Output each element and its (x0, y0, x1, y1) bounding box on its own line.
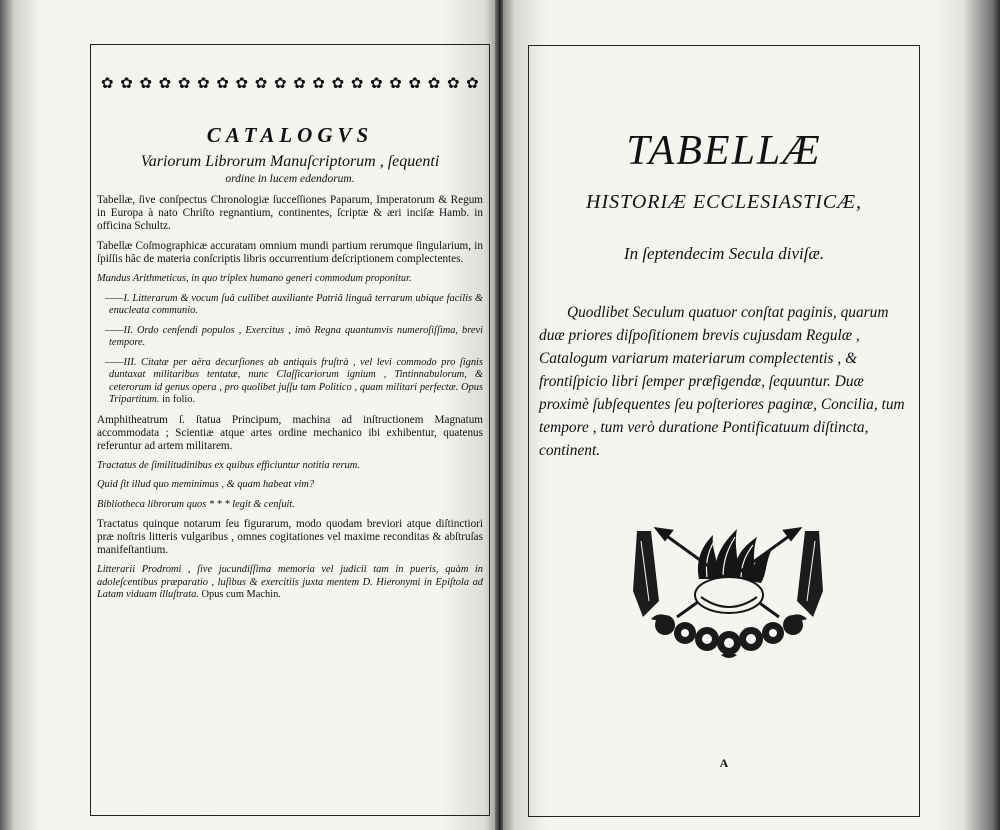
flower-ornament-icon: ✿ (273, 76, 287, 92)
catalogue-subentry: ——I. Litterarum & vocum ſuâ cuilibet auxiliante Patriâ linguâ terrarum ubique facilis & enucleata communio. (105, 292, 483, 316)
catalogue-subentry-format: in folio. (162, 394, 196, 405)
catalogue-subentry (97, 357, 483, 407)
flower-ornament-icon: ✿ (312, 76, 325, 92)
flower-ornament-icon: ✿ (466, 76, 479, 92)
description-part-2: Duæ proximè ſubſequentes ſeu poſteriores paginæ, Concilia, tum tempore , tum verò duratione Pontificatuum diſtincta, continent. (539, 373, 905, 459)
catalogue-subentry-text: ——III. Citatæ per aëra decurſiones ab antiquis fruſtrà , vel levi commodo pro ſignis duntaxat militaribus tentatæ, nunc Claſſicariorum ignium , Tintinnabulorum, & ceterorum id genus opera , pro quolibet juſſu tam Politico , quam militari perfectæ. Opus Tripartitum. (105, 356, 483, 405)
catalogue-entry (97, 564, 483, 602)
signature-mark: A (719, 756, 729, 770)
right-page-frame (528, 45, 920, 817)
catalogue-entry: Tabellæ, ſive conſpectus Chronologiæ ſucceſſiones Paparum, Imperatorum & Regum in Europa à nato Chriſto regnantium, continentes, ſcriptæ & æri inciſæ Hamb. in officina Schultz. (97, 194, 483, 232)
catalogue-entry: Bibliotheca librorum quos * * * legit & cenſuit. (97, 498, 295, 510)
left-page-frame (90, 44, 490, 816)
left-page (0, 0, 497, 830)
flower-ornament-icon: ✿ (120, 76, 133, 92)
flower-ornament-icon: ✿ (293, 76, 306, 92)
flower-ornament-icon: ✿ (389, 76, 402, 92)
right-page (503, 0, 1000, 830)
printers-vignette-icon (629, 521, 827, 661)
catalogue-entry: Amphitheatrum ſ. ſtatua Principum, machina ad inſtructionem Magnatum accommodata ; Scientiæ atque artes ordine mechanico ibi exhibentur, quatenus referuntur ad artem militarem. (97, 413, 483, 452)
catalogue-entry: Tractatus quinque notarum ſeu figurarum, modo quodam breviori atque diſtinctiori præ noſtris litteris vulgaribus , omnes cogitationes vel maxime reconditas & abſtruſas manifeſtantium. (97, 518, 483, 556)
flower-ornament-icon: ✿ (177, 76, 191, 92)
title-page-heading: TABELLÆ (626, 128, 822, 174)
title-page-subtitle: HISTORIÆ ECCLESIASTICÆ, (586, 191, 862, 213)
catalogue-entry: Quid ſit illud quo meminimus , & quam habeat vim? (97, 479, 315, 490)
flower-ornament-icon: ✿ (350, 76, 364, 92)
catalogue-subentry: ——II. Ordo cenſendi populos , Exercitus , imò Regna quantumvis numeroſiſſima, brevi tempore. (105, 324, 483, 348)
flower-ornament-icon: ✿ (427, 76, 441, 92)
flower-ornament-icon: ✿ (408, 76, 422, 92)
flower-ornament-icon: ✿ (446, 76, 460, 92)
ornament-border (101, 75, 479, 93)
flower-ornament-icon: ✿ (139, 76, 153, 92)
flower-ornament-icon: ✿ (216, 76, 229, 92)
catalogue-subtitle: Variorum Librorum Manuſcriptorum , ſequenti (140, 153, 440, 170)
catalogue-title: CATALOGVS (206, 123, 374, 147)
catalogue-entry: Mundus Arithmeticus, in quo triplex humano generi commodum proponitur. (97, 273, 412, 284)
title-page-description (539, 301, 917, 462)
catalogue-entry-format: Opus cum Machin. (201, 589, 281, 600)
catalogue-entry-text: Litterarii Prodromi , ſive jucundiſſima memoria vel judicii tam in pueris, quàm in adoleſcentibus præparatio , luſibus & exercitiis juxta mentem D. Hieronymi in Epiſtola ad Latam viduam illuſtrata. (97, 564, 483, 600)
catalogue-subtitle-2: ordine in lucem edendorum. (225, 173, 355, 185)
catalogue-entry: Tractatus de ſimilitudinibus ex quibus efficiuntur notitia rerum. (97, 459, 360, 471)
catalogue-entry: Tabellæ Coſmographicæ accuratam omnium mundi partium rerumque ſingularium, in ſpiſſis hâc de materia conſcriptis libris occurrentium deſcriptionem complectentes. (97, 240, 483, 265)
flower-ornament-icon: ✿ (197, 76, 210, 92)
flower-ornament-icon: ✿ (370, 76, 383, 92)
description-part-1: Quodlibet Seculum quatuor conſtat paginis, quarum duæ priores diſpoſitionem brevis cujusdam Regulæ , Catalogum variarum materiarum complectentis , & frontiſpicio libri ſemper præfigendæ, ſequuntur. (539, 304, 889, 390)
catalogue-text (97, 123, 483, 805)
flower-ornament-icon: ✿ (101, 76, 114, 92)
flower-ornament-icon: ✿ (158, 76, 172, 92)
flower-ornament-icon: ✿ (331, 76, 345, 92)
flower-ornament-icon: ✿ (235, 76, 249, 92)
flower-ornament-icon: ✿ (254, 76, 268, 92)
title-page-division: In ſeptendecim Secula diviſæ. (623, 244, 825, 263)
description-text (539, 301, 917, 462)
